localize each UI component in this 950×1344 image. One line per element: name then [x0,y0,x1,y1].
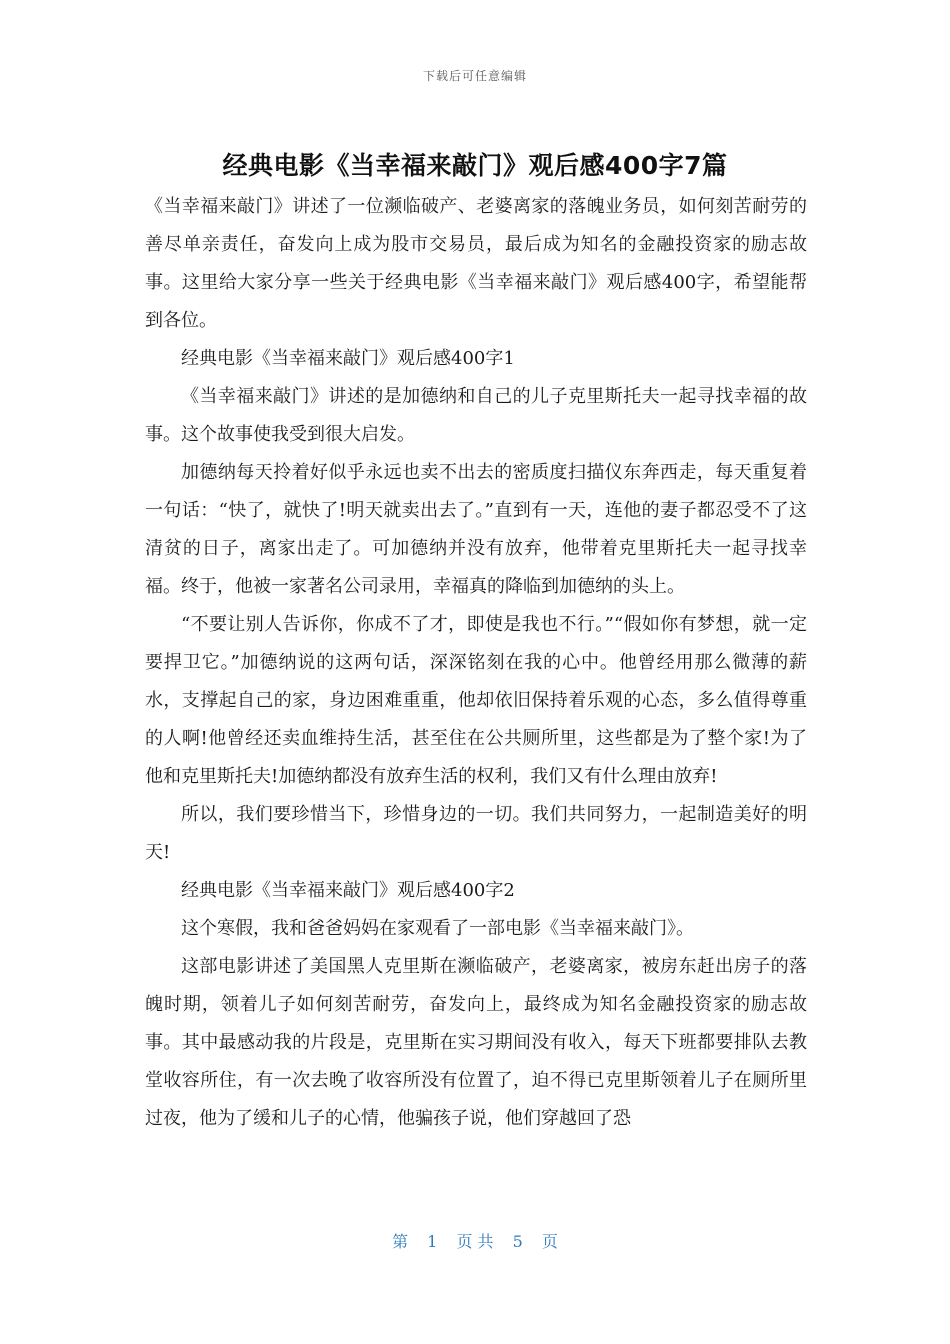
footer-total-pages: 5 [512,1232,523,1251]
section-heading-1: 经典电影《当幸福来敲门》观后感400字1 [181,348,515,369]
footer-page-number: 1 [427,1232,438,1251]
paragraph: 《当幸福来敲门》讲述的是加德纳和自己的儿子克里斯托夫一起寻找幸福的故事。这个故事使我受到很大启发。 [145,386,807,445]
section-heading-2: 经典电影《当幸福来敲门》观后感400字2 [181,880,515,901]
paragraph: 这个寒假，我和爸爸妈妈在家观看了一部电影《当幸福来敲门》。 [181,918,694,939]
footer-prefix: 第 [392,1232,409,1251]
paragraph: 加德纳每天拎着好似乎永远也卖不出去的密质度扫描仪东奔西走，每天重复着一句话：“快了，就快了!明天就卖出去了。”直到有一天，连他的妻子都忍受不了这清贫的日子，离家出走了。可加德纳并没有放弃，他带着克里斯托夫一起寻找幸福。终于，他被一家著名公司录用，幸福真的降临到加德纳的头上。 [145,462,807,597]
paragraph: 所以，我们要珍惜当下，珍惜身边的一切。我们共同努力，一起制造美好的明天! [145,804,807,863]
paragraph: 这部电影讲述了美国黑人克里斯在濒临破产，老婆离家，被房东赶出房子的落魄时期，领着儿子如何刻苦耐劳，奋发向上，最终成为知名金融投资家的励志故事。其中最感动我的片段是，克里斯在实习期间没有收入，每天下班都要排队去教堂收容所住，有一次去晚了收容所没有位置了，迫不得已克里斯领着儿子在厕所里过夜，他为了缓和儿子的心情，他骗孩子说，他们穿越回了恐 [145,956,807,1129]
document-body [145,188,807,1138]
paragraph: “不要让别人告诉你，你成不了才，即使是我也不行。”“假如你有梦想，就一定要捍卫它。”加德纳说的这两句话，深深铭刻在我的心中。他曾经用那么微薄的薪水，支撑起自己的家，身边困难重重，他却依旧保持着乐观的心态，多么值得尊重的人啊!他曾经还卖血维持生活，甚至住在公共厕所里，这些都是为了整个家!为了他和克里斯托夫!加德纳都没有放弃生活的权利，我们又有什么理由放弃! [145,614,807,787]
footer-suffix: 页 [541,1232,558,1251]
page-footer [0,1229,950,1252]
footer-middle: 页 共 [456,1232,494,1251]
header-note: 下载后可任意编辑 [422,69,527,83]
document-title: 经典电影《当幸福来敲门》观后感400字7篇 [222,151,728,180]
paragraph-intro: 《当幸福来敲门》讲述了一位濒临破产、老婆离家的落魄业务员，如何刻苦耐劳的善尽单亲责任，奋发向上成为股市交易员，最后成为知名的金融投资家的励志故事。这里给大家分享一些关于经典电影《当幸福来敲门》观后感400字，希望能帮到各位。 [145,196,807,331]
